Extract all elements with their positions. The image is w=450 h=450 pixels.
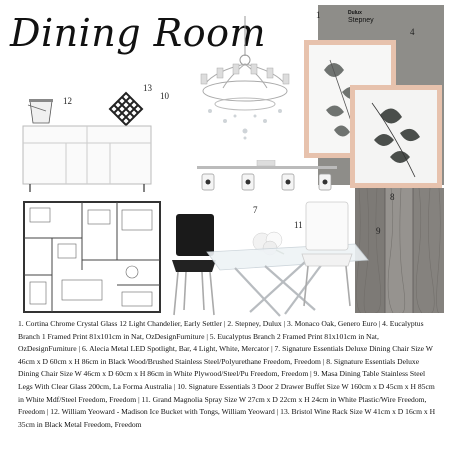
wine-rack-icon: [106, 89, 146, 129]
item-description: 1. Cortina Chrome Crystal Glass 12 Light Chandelier, Early Settler | 2. Stepney, Dulux | 3. Monaco Oak, Genero Euro | 4. Eucalyptus Branch 1 Framed Print 81x101cm in Nat, OzDesignFurniture | 5. Eucalyptus Branch 2 Framed Print 81x101cm in Nat, OzDesignFurniture | 6. Alecia Metal LED Spotlight, Bar, 4 Light, White, Mercator | 7. Signature Essentials Deluxe Dining Chair Size W 46cm x D 60cm x H 86cm in Black Wood/Brushed Stainless Steel/Polyurethane Freedom, Freedom | 8. Signature Essentials Deluxe Dining Chair Size W 46cm x D 60cm x H 86cm in White Plywood/Steel/Pu Freedom, Freedom | 9. Masa Dining Table Stainless Steel Legs With Clear Glass 200cm, La Forma Australia | 10. Signature Essentials 3 Door 2 Drawer Buffet Size W 160cm x D 45cm x H 85cm in White Mdf/Steel Freedom, Freedom | 11. Grand Magnolia Spray Size W 27cm x D 22cm x H 24cm in White Plastic/Wire Freedom, Freedom | 12. William Yeoward - Madison Ice Bucket with Tongs, William Yeoward | 13. Bristol Wine Rack Size W 41cm x D 16cm x H 35cm in Black Metal Freedom, Freedom: [18, 319, 436, 429]
number-11: 11: [294, 220, 303, 230]
buffet-icon: [22, 125, 152, 193]
eucalyptus-print-2: [350, 85, 442, 188]
number-10: 10: [160, 91, 169, 101]
number-13: 13: [143, 83, 152, 93]
number-12: 12: [63, 96, 72, 106]
number-4: 4: [410, 27, 415, 37]
floor-plan-icon: [22, 200, 162, 315]
page-title: Dining Room: [10, 11, 267, 55]
number-7: 7: [253, 205, 258, 215]
chandelier-icon: [195, 16, 295, 146]
ice-bucket-icon: [26, 97, 56, 125]
swatch-name: Stepney: [348, 17, 374, 24]
white-chair-icon: [300, 200, 355, 308]
number-1: 1: [316, 10, 321, 20]
number-9: 9: [376, 226, 381, 236]
number-8: 8: [390, 192, 395, 202]
spotlight-bar-icon: [197, 160, 342, 195]
swatch-brand: Dulux: [348, 10, 362, 16]
